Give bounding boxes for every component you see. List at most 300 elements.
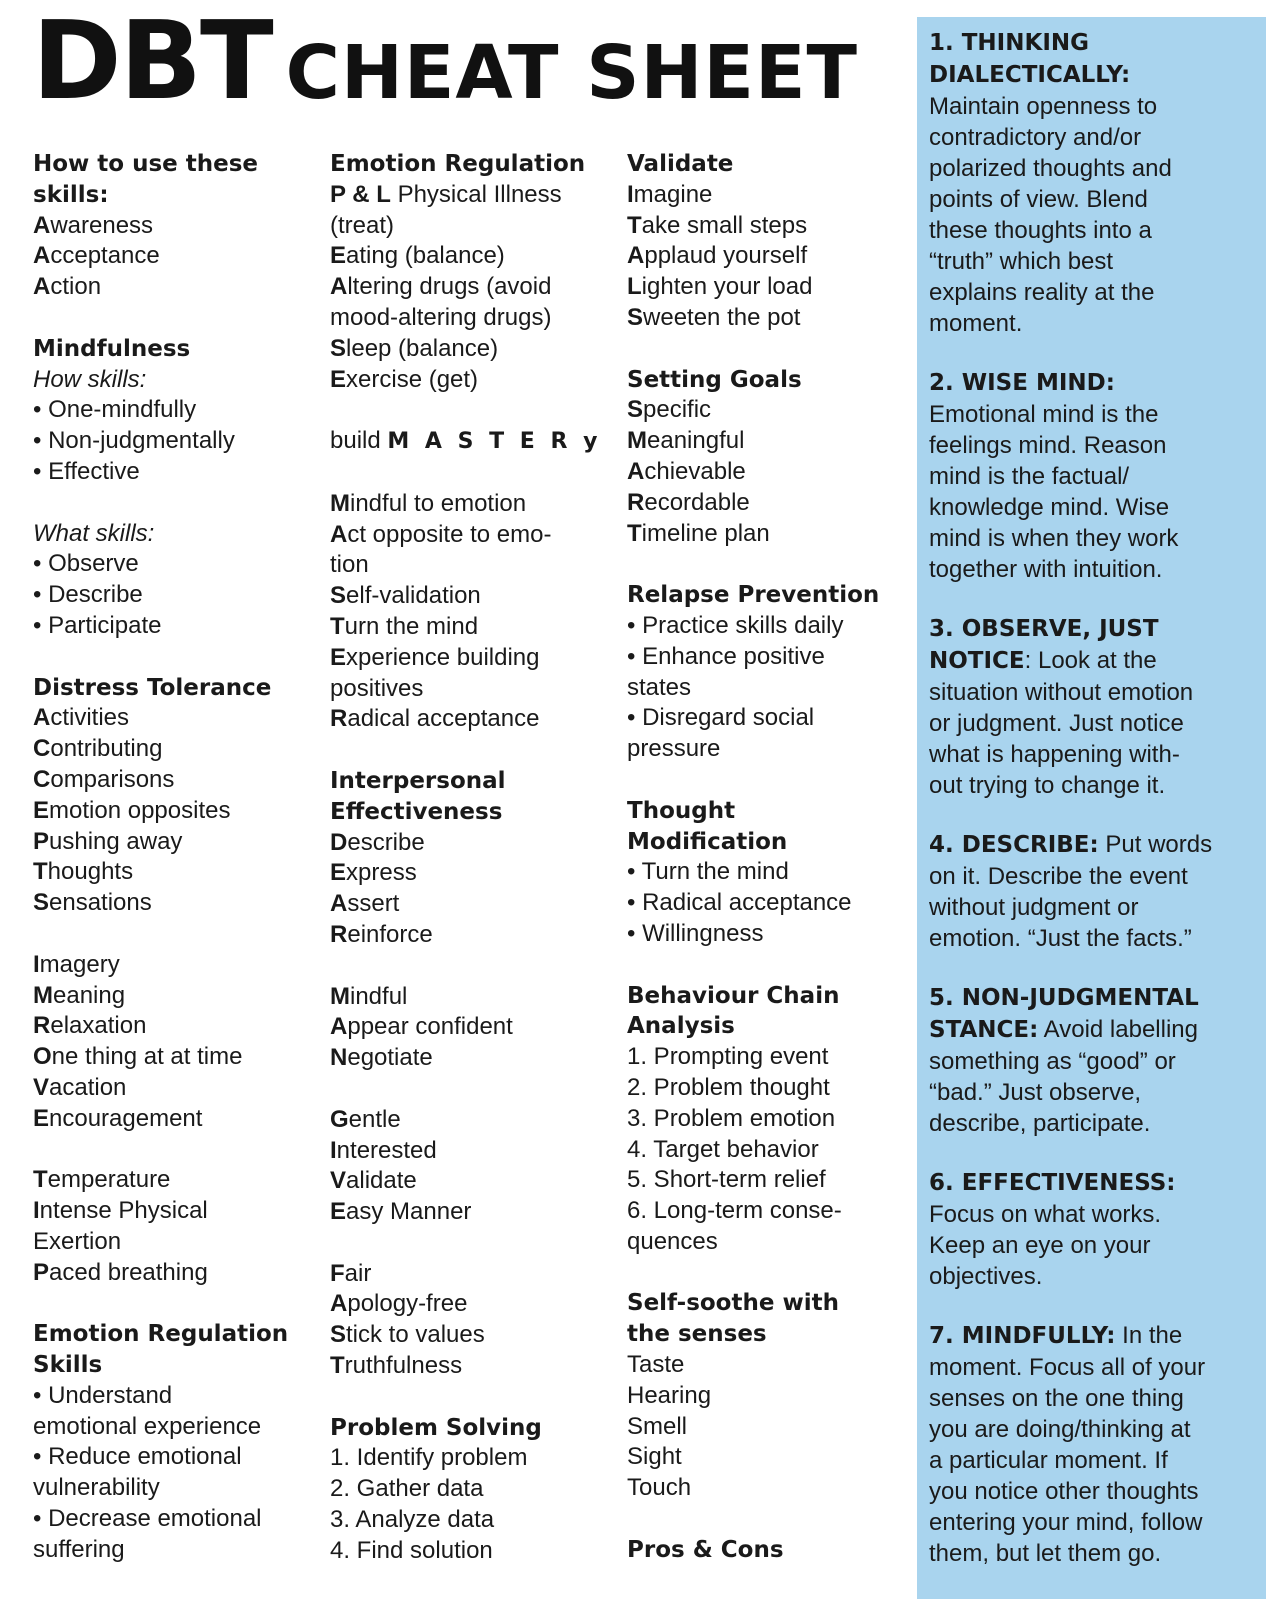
list-item: positives <box>330 674 424 702</box>
principle-text: moment. <box>929 310 1023 337</box>
acronym-item <box>330 1166 625 1197</box>
principle-heading: 7. MINDFULLY: <box>929 1323 1116 1349</box>
principle-line <box>929 523 1266 554</box>
principle-text: you notice other thoughts <box>929 1478 1199 1505</box>
principle-line <box>929 184 1266 215</box>
principle-text: knowledge mind. Wise <box>929 494 1170 521</box>
acronym-rest: ensations <box>49 889 152 917</box>
principle-text: mind is the factual/ <box>929 463 1130 490</box>
principle-line <box>929 1445 1266 1476</box>
acronym-item <box>330 889 625 920</box>
acronym-item <box>627 519 902 550</box>
acronym-rest: indful <box>350 982 408 1010</box>
acronym-rest: urn the mind <box>344 612 479 640</box>
section-heading: Mindfulness <box>33 335 191 362</box>
acronym-rest: elf-validation <box>346 582 481 610</box>
acronym-rest: weeten the pot <box>643 303 801 331</box>
acronym-rest: cceptance <box>50 242 160 270</box>
principle-heading: 6. EFFECTIVENESS: <box>929 1170 1176 1196</box>
principle-text: them, but let them go. <box>929 1540 1162 1567</box>
principle-line <box>929 277 1266 308</box>
acronym-letter: A <box>33 704 51 732</box>
acronym-rest: ssert <box>347 890 400 918</box>
acronym-letter: T <box>330 612 345 640</box>
acronym-item <box>330 520 625 551</box>
principle-text: Emotional mind is the <box>929 401 1159 428</box>
acronym-letter: T <box>33 1166 48 1194</box>
acronym-item <box>627 272 902 303</box>
acronym-item <box>627 426 902 457</box>
principle-section <box>929 367 1266 585</box>
list-item: Sight <box>627 1443 682 1471</box>
principle-section <box>929 613 1266 801</box>
acronym-rest: ppear confident <box>347 1013 513 1041</box>
principle-line <box>929 923 1266 954</box>
acronym-letter: V <box>330 1167 347 1195</box>
spacer <box>627 334 902 365</box>
principle-line <box>929 91 1266 122</box>
acronym-item <box>33 981 313 1012</box>
principle-line <box>929 1077 1266 1108</box>
acronym-item <box>330 180 625 211</box>
section-heading: Emotion Regulation <box>33 1321 289 1348</box>
list-item: Exertion <box>33 1227 122 1255</box>
acronym-rest: pology-free <box>347 1290 468 1318</box>
list-item: • Participate <box>33 611 162 639</box>
spacer <box>330 395 625 426</box>
acronym-letter: S <box>330 582 347 610</box>
acronym-letter: T <box>330 1352 345 1380</box>
spacer <box>627 1504 902 1535</box>
acronym-letter: T <box>33 858 48 886</box>
acronym-item <box>33 703 313 734</box>
principle-heading: 1. THINKING <box>929 30 1090 56</box>
section-heading: Analysis <box>627 1013 735 1040</box>
acronym-item <box>627 303 902 334</box>
acronym-rest: elaxation <box>50 1012 147 1040</box>
list-item: pressure <box>627 735 721 763</box>
principle-line <box>929 59 1266 91</box>
acronym-rest: xpress <box>346 859 417 887</box>
principle-line <box>929 122 1266 153</box>
acronym-item <box>33 1011 313 1042</box>
acronym-letter: R <box>627 488 645 516</box>
acronym-item <box>330 426 625 458</box>
acronym-rest: adical acceptance <box>347 705 540 733</box>
acronym-rest: magine <box>633 180 713 208</box>
list-item: quences <box>627 1227 718 1255</box>
acronym-item <box>330 982 625 1013</box>
acronym-rest: escribe <box>347 828 425 856</box>
acronym-item <box>33 1104 313 1135</box>
acronym-item <box>330 272 625 303</box>
acronym-letter: P <box>33 1258 50 1286</box>
acronym-rest: omparisons <box>50 765 175 793</box>
principle-line <box>929 982 1266 1014</box>
principle-line <box>929 1538 1266 1569</box>
acronym-letter: I <box>330 1136 337 1164</box>
principle-line <box>929 1199 1266 1230</box>
list-item: Touch <box>627 1474 692 1502</box>
principle-text: : Look at the <box>1024 647 1157 674</box>
spacer <box>627 950 902 981</box>
acronym-letter: M <box>33 981 53 1009</box>
principle-text: points of view. Blend <box>929 186 1148 213</box>
acronym-letter: E <box>33 796 50 824</box>
principle-line <box>929 892 1266 923</box>
acronym-item <box>33 857 313 888</box>
acronym-item <box>330 1136 625 1167</box>
section-heading: Distress Tolerance <box>33 674 272 701</box>
section-heading: Emotion Regulation <box>330 151 586 177</box>
acronym-item <box>330 858 625 889</box>
principle-text: out trying to change it. <box>929 772 1166 799</box>
principle-text: “bad.” Just observe, <box>929 1079 1142 1106</box>
acronym-item <box>330 704 625 735</box>
principle-text: Avoid labelling <box>1038 1016 1198 1043</box>
section-heading: Thought <box>627 797 736 824</box>
acronym-rest: entle <box>348 1105 401 1133</box>
acronym-item <box>330 1351 625 1382</box>
list-item: • Describe <box>33 581 143 609</box>
list-item: • Willingness <box>627 919 764 947</box>
principle-line <box>929 1230 1266 1261</box>
principle-line <box>929 739 1266 770</box>
principle-line <box>929 1507 1266 1538</box>
list-item: states <box>627 673 692 701</box>
section-heading: How to use these <box>33 151 259 177</box>
section-heading: Setting Goals <box>627 366 802 393</box>
principle-text: Maintain openness to <box>929 93 1158 120</box>
spacer <box>33 1135 313 1166</box>
principle-heading: 3. OBSERVE, JUST <box>929 616 1159 642</box>
spacer <box>330 1382 625 1413</box>
acronym-item <box>627 488 902 519</box>
principle-text: explains reality at the <box>929 279 1155 306</box>
acronym-rest: eaningful <box>647 427 745 455</box>
principle-line <box>929 153 1266 184</box>
acronym-letter: E <box>330 859 347 887</box>
acronym-letter: P & L <box>330 180 391 208</box>
principle-text: emotion. “Just the facts.” <box>929 925 1192 952</box>
list-item: 4. Target behavior <box>627 1135 819 1163</box>
principle-text: polarized thoughts and <box>929 155 1172 182</box>
column-right <box>627 149 902 1566</box>
acronym-rest: ctivities <box>50 704 130 732</box>
principle-line <box>929 1167 1266 1199</box>
list-item: • One-mindfully <box>33 396 197 424</box>
principle-line <box>929 1414 1266 1445</box>
principle-section <box>929 829 1266 954</box>
principle-line <box>929 1476 1266 1507</box>
acronym-item <box>330 1320 625 1351</box>
acronym-letter: F <box>330 1259 345 1287</box>
acronym-rest: aced breathing <box>49 1258 208 1286</box>
section-heading: skills: <box>33 181 109 208</box>
title-dbt: DBT <box>32 0 272 124</box>
principle-line <box>929 861 1266 892</box>
principle-heading: 4. DESCRIBE: <box>929 832 1099 858</box>
list-item: 1. Identify problem <box>330 1444 528 1472</box>
spacer <box>330 1074 625 1105</box>
acronym-letter: A <box>330 890 348 918</box>
acronym-rest: acation <box>49 1073 127 1101</box>
list-item: Taste <box>627 1351 685 1379</box>
principle-line <box>929 27 1266 59</box>
acronym-item <box>330 241 625 272</box>
acronym-item <box>330 1197 625 1228</box>
acronym-item <box>33 796 313 827</box>
list-item: tion <box>330 551 369 579</box>
principle-section <box>929 27 1266 339</box>
spacer <box>33 642 313 673</box>
principle-line <box>929 554 1266 585</box>
principle-text: Keep an eye on your <box>929 1232 1151 1259</box>
principle-line <box>929 1261 1266 1292</box>
acronym-item <box>33 1196 313 1227</box>
spacer <box>330 458 625 489</box>
list-item: • Enhance positive <box>627 642 825 670</box>
acronym-letter: E <box>330 365 347 393</box>
acronym-letter: E <box>33 1104 50 1132</box>
principle-text: moment. Focus all of your <box>929 1354 1206 1381</box>
list-item: 3. Problem emotion <box>627 1104 836 1132</box>
principle-line <box>929 770 1266 801</box>
section-heading: Effectiveness <box>330 798 503 825</box>
acronym-item <box>627 395 902 426</box>
principle-line <box>929 399 1266 430</box>
acronym-rest: air <box>344 1259 372 1287</box>
acronym-rest: ction <box>50 273 102 301</box>
principle-text: or judgment. Just notice <box>929 710 1184 737</box>
principle-line <box>929 1046 1266 1077</box>
acronym-rest: pecific <box>643 396 712 424</box>
acronym-rest: ne thing at at time <box>51 1043 243 1071</box>
acronym-letter: S <box>33 889 50 917</box>
principle-text: describe, participate. <box>929 1110 1151 1137</box>
acronym-letter: N <box>330 1044 348 1072</box>
spacer <box>627 1258 902 1289</box>
principle-text: these thoughts into a <box>929 217 1152 244</box>
list-item: • Understand <box>33 1381 173 1409</box>
acronym-item <box>33 950 313 981</box>
acronym-letter: A <box>330 273 348 301</box>
section-heading: Relapse Prevention <box>627 582 880 609</box>
acronym-rest: imeline plan <box>641 519 770 547</box>
acronym-rest: ighten your load <box>641 273 813 301</box>
acronym-rest: ct opposite to emo- <box>347 520 552 548</box>
principle-line <box>929 246 1266 277</box>
principle-text: a particular moment. If <box>929 1447 1168 1474</box>
acronym-letter: R <box>330 705 348 733</box>
principles-panel <box>917 17 1266 1599</box>
acronym-rest: egotiate <box>347 1044 433 1072</box>
acronym-letter: A <box>330 1013 348 1041</box>
principle-text: contradictory and/or <box>929 124 1142 151</box>
acronym-rest: ontributing <box>50 735 163 763</box>
principle-text: “truth” which best <box>929 248 1114 275</box>
acronym-letter: C <box>33 735 51 763</box>
acronym-letter: S <box>330 1321 347 1349</box>
acronym-item <box>33 1258 313 1289</box>
list-item: Smell <box>627 1412 688 1440</box>
column-left <box>33 149 313 1566</box>
acronym-letter: R <box>330 920 348 948</box>
principle-text: on it. Describe the event <box>929 863 1188 890</box>
principle-line <box>929 1352 1266 1383</box>
subheading: How skills: <box>33 365 147 393</box>
acronym-rest: xercise (get) <box>346 365 479 393</box>
spacer <box>627 549 902 580</box>
principle-line <box>929 1320 1266 1352</box>
acronym-letter: I <box>627 180 634 208</box>
acronym-rest: nterested <box>336 1136 437 1164</box>
list-item: emotional experience <box>33 1412 262 1440</box>
acronym-rest: leep (balance) <box>346 334 499 362</box>
acronym-letter: I <box>33 1197 40 1225</box>
acronym-letter: A <box>627 242 645 270</box>
acronym-rest: ruthfulness <box>344 1352 463 1380</box>
principle-text: mind is when they work <box>929 525 1179 552</box>
acronym-item <box>330 1105 625 1136</box>
principle-text: without judgment or <box>929 894 1139 921</box>
acronym-rest: wareness <box>50 211 154 239</box>
column-middle <box>330 149 625 1567</box>
acronym-rest: indful to emotion <box>350 489 527 517</box>
acronym-rest: Physical Illness <box>390 180 562 208</box>
acronym-rest: ake small steps <box>641 211 808 239</box>
list-item: • Reduce emotional <box>33 1443 242 1471</box>
principle-text: what is happening with- <box>929 741 1180 768</box>
page-title <box>32 0 858 124</box>
list-item: 2. Gather data <box>330 1475 484 1503</box>
list-item: • Practice skills daily <box>627 611 844 639</box>
acronym-letter: A <box>33 273 51 301</box>
section-heading: Behaviour Chain <box>627 982 840 1009</box>
acronym-item <box>33 1042 313 1073</box>
acronym-letter: R <box>33 1012 51 1040</box>
acronym-item <box>33 272 313 303</box>
section-heading: the senses <box>627 1321 767 1348</box>
principle-text: situation without emotion <box>929 679 1194 706</box>
list-item: 1. Prompting event <box>627 1043 829 1071</box>
acronym-item <box>330 828 625 859</box>
principle-section <box>929 982 1266 1139</box>
principle-line <box>929 492 1266 523</box>
list-item: 4. Find solution <box>330 1536 493 1564</box>
acronym-rest: magery <box>39 950 120 978</box>
acronym-item <box>33 734 313 765</box>
section-heading: Validate <box>627 151 734 177</box>
acronym-rest: ltering drugs (avoid <box>347 273 552 301</box>
principle-section <box>929 1320 1266 1569</box>
acronym-rest: xperience building <box>346 643 540 671</box>
acronym-letter: S <box>627 303 644 331</box>
principle-line <box>929 677 1266 708</box>
acronym-letter: A <box>33 242 51 270</box>
acronym-letter: A <box>33 211 51 239</box>
acronym-item <box>330 643 625 674</box>
acronym-rest: ushing away <box>49 827 183 855</box>
acronym-item <box>627 180 902 211</box>
section-heading: Modification <box>627 828 788 855</box>
acronym-rest: motion opposites <box>49 796 231 824</box>
principle-line <box>929 367 1266 399</box>
acronym-letter: D <box>330 828 348 856</box>
spacer <box>627 765 902 796</box>
list-item: • Observe <box>33 550 139 578</box>
acronym-rest: emperature <box>47 1166 171 1194</box>
section-heading: Skills <box>33 1352 103 1379</box>
principle-line <box>929 430 1266 461</box>
acronym-item <box>33 1073 313 1104</box>
principle-heading: DIALECTICALLY: <box>929 62 1131 88</box>
list-item: • Non-judgmentally <box>33 427 235 455</box>
acronym-letter: V <box>33 1073 50 1101</box>
acronym-item <box>330 1043 625 1074</box>
principle-text: something as “good” or <box>929 1048 1176 1075</box>
list-item: • Turn the mind <box>627 858 789 886</box>
acronym-letter: E <box>330 242 347 270</box>
acronym-item <box>33 211 313 242</box>
principle-line <box>929 461 1266 492</box>
principle-line <box>929 1383 1266 1414</box>
list-item: mood-altering drugs) <box>330 303 552 331</box>
principle-text: feelings mind. Reason <box>929 432 1167 459</box>
acronym-letter: E <box>330 643 347 671</box>
spacer <box>33 919 313 950</box>
acronym-letter: O <box>33 1043 52 1071</box>
section-heading: Interpersonal <box>330 767 506 794</box>
acronym-item <box>33 241 313 272</box>
principle-text: objectives. <box>929 1263 1043 1290</box>
acronym-letter: A <box>330 520 348 548</box>
acronym-letter: S <box>330 334 347 362</box>
acronym-letter: M <box>330 489 350 517</box>
acronym-letter: build <box>330 427 388 455</box>
list-item: • Radical acceptance <box>627 889 852 917</box>
acronym-item <box>330 920 625 951</box>
principle-line <box>929 829 1266 861</box>
list-item: (treat) <box>330 211 395 239</box>
acronym-item <box>330 489 625 520</box>
principle-line <box>929 215 1266 246</box>
acronym-letter: G <box>330 1105 349 1133</box>
acronym-item <box>330 334 625 365</box>
acronym-letter: P <box>33 827 50 855</box>
acronym-item <box>330 1259 625 1290</box>
acronym-letter: M <box>330 982 350 1010</box>
acronym-item <box>330 581 625 612</box>
principle-line <box>929 708 1266 739</box>
principle-text: senses on the one thing <box>929 1385 1184 1412</box>
acronym-letter: T <box>627 211 642 239</box>
principle-heading: 2. WISE MIND: <box>929 370 1115 396</box>
acronym-letter: A <box>627 457 645 485</box>
acronym-item <box>330 612 625 643</box>
acronym-rest: tick to values <box>346 1321 485 1349</box>
acronym-rest: ating (balance) <box>346 242 505 270</box>
section-heading: Problem Solving <box>330 1414 542 1441</box>
acronym-item <box>33 827 313 858</box>
principle-line <box>929 645 1266 677</box>
acronym-item <box>33 888 313 919</box>
principle-heading: 5. NON-JUDGMENTAL <box>929 985 1199 1011</box>
acronym-letter: S <box>627 396 644 424</box>
acronym-letter: C <box>33 765 51 793</box>
acronym-rest: ntense Physical <box>39 1197 208 1225</box>
list-item: vulnerability <box>33 1474 160 1502</box>
